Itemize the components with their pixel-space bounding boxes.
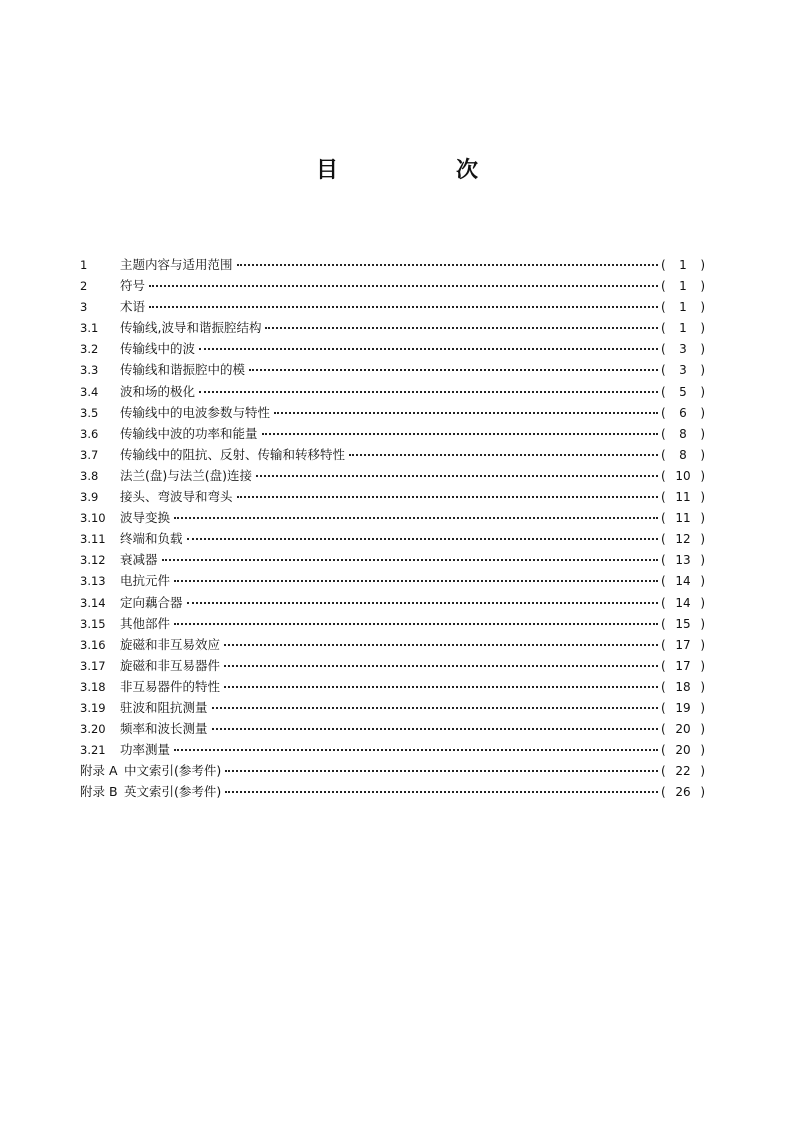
toc-entry-number: 3.18 bbox=[80, 679, 106, 694]
toc-entry-title: 符号 bbox=[120, 278, 146, 294]
toc-entry-page-ref bbox=[661, 614, 705, 635]
open-paren: ( bbox=[661, 574, 666, 589]
close-paren: ) bbox=[700, 722, 705, 737]
dot-leader bbox=[262, 432, 658, 435]
toc-entry-page-number: 8 bbox=[679, 426, 687, 441]
dot-leader bbox=[212, 706, 658, 709]
toc-entry-page-ref bbox=[661, 276, 705, 297]
toc-entry-title: 旋磁和非互易器件 bbox=[120, 657, 221, 673]
open-paren: ( bbox=[661, 258, 666, 272]
toc-entry-page-ref bbox=[661, 698, 705, 719]
toc-entry-number: 3.6 bbox=[80, 426, 99, 441]
toc-entry-title: 旋磁和非互易效应 bbox=[120, 636, 221, 652]
toc-entry-page-ref bbox=[661, 677, 705, 698]
close-paren: ) bbox=[700, 468, 705, 483]
toc-entry-number: 3.21 bbox=[80, 743, 106, 758]
toc-entry-title: 法兰(盘)与法兰(盘)连接 bbox=[120, 467, 253, 483]
toc-entry-number: 附录 A bbox=[80, 763, 118, 779]
dot-leader bbox=[225, 790, 658, 793]
dot-leader bbox=[256, 474, 658, 477]
toc-entry-title: 定向藕合器 bbox=[120, 594, 183, 610]
table-of-contents bbox=[80, 254, 705, 802]
toc-entry-title: 非互易器件的特性 bbox=[120, 678, 221, 694]
toc-entry-page-ref bbox=[661, 424, 705, 445]
open-paren: ( bbox=[661, 658, 666, 673]
open-paren: ( bbox=[661, 321, 666, 336]
open-paren: ( bbox=[661, 553, 666, 568]
toc-entry-page-number: 3 bbox=[679, 363, 687, 378]
toc-entry-page-ref bbox=[661, 740, 705, 761]
open-paren: ( bbox=[661, 447, 666, 462]
close-paren: ) bbox=[700, 342, 705, 357]
close-paren: ) bbox=[700, 384, 705, 399]
toc-entry-page-ref bbox=[661, 719, 705, 740]
toc-entry-page-ref bbox=[661, 635, 705, 656]
toc-entry-page-ref bbox=[661, 297, 705, 318]
open-paren: ( bbox=[661, 363, 666, 378]
toc-entry[interactable] bbox=[80, 655, 705, 676]
close-paren: ) bbox=[700, 532, 705, 547]
toc-entry[interactable] bbox=[80, 634, 705, 655]
toc-entry-page-number: 5 bbox=[679, 384, 687, 399]
dot-leader bbox=[237, 263, 658, 266]
toc-entry-title: 衰减器 bbox=[120, 552, 158, 568]
toc-entry-page-number: 15 bbox=[675, 616, 691, 631]
dot-leader bbox=[237, 495, 658, 498]
open-paren: ( bbox=[661, 426, 666, 441]
toc-entry-title: 驻波和阻抗测量 bbox=[120, 699, 208, 715]
open-paren: ( bbox=[661, 743, 666, 758]
toc-entry-page-number: 1 bbox=[679, 258, 687, 272]
toc-entry-number: 2 bbox=[80, 279, 88, 294]
toc-entry-page-ref bbox=[661, 466, 705, 487]
toc-entry-number: 3.17 bbox=[80, 658, 106, 673]
toc-entry-title: 传输线中的波 bbox=[120, 341, 196, 357]
toc-entry-page-number: 3 bbox=[679, 342, 687, 357]
dot-leader bbox=[199, 347, 658, 350]
toc-entry-page-ref bbox=[661, 255, 705, 276]
toc-entry[interactable] bbox=[80, 296, 705, 317]
toc-entry-page-ref bbox=[661, 782, 705, 803]
close-paren: ) bbox=[700, 490, 705, 505]
toc-entry[interactable] bbox=[80, 760, 705, 781]
close-paren: ) bbox=[700, 447, 705, 462]
toc-entry[interactable] bbox=[80, 402, 705, 423]
toc-entry-page-number: 8 bbox=[679, 447, 687, 462]
toc-entry-number: 3.15 bbox=[80, 616, 106, 631]
close-paren: ) bbox=[700, 679, 705, 694]
close-paren: ) bbox=[700, 300, 705, 315]
dot-leader bbox=[174, 622, 658, 625]
open-paren: ( bbox=[661, 722, 666, 737]
toc-entry[interactable] bbox=[80, 486, 705, 507]
toc-entry-page-ref bbox=[661, 761, 705, 782]
toc-entry-number: 3.14 bbox=[80, 595, 106, 610]
toc-entry-page-number: 6 bbox=[679, 405, 687, 420]
toc-entry-page-ref bbox=[661, 339, 705, 360]
toc-entry-page-number: 1 bbox=[679, 321, 687, 336]
toc-entry-number: 3.5 bbox=[80, 405, 99, 420]
dot-leader bbox=[265, 326, 658, 329]
toc-entry[interactable] bbox=[80, 275, 705, 296]
dot-leader bbox=[187, 601, 658, 604]
toc-entry-number: 1 bbox=[80, 258, 88, 272]
close-paren: ) bbox=[700, 616, 705, 631]
close-paren: ) bbox=[700, 426, 705, 441]
toc-entry-title: 终端和负载 bbox=[120, 531, 183, 547]
toc-entry-page-number: 13 bbox=[675, 553, 691, 568]
toc-entry-title: 主题内容与适用范围 bbox=[120, 257, 233, 272]
toc-entry[interactable] bbox=[80, 528, 705, 549]
toc-entry-page-number: 26 bbox=[675, 785, 691, 800]
open-paren: ( bbox=[661, 511, 666, 526]
toc-entry[interactable] bbox=[80, 570, 705, 591]
toc-entry-title: 传输线和谐振腔中的模 bbox=[120, 362, 246, 378]
toc-entry-number: 3.10 bbox=[80, 511, 106, 526]
toc-entry-page-number: 17 bbox=[675, 658, 691, 673]
open-paren: ( bbox=[661, 384, 666, 399]
close-paren: ) bbox=[700, 764, 705, 779]
toc-entry-number: 3.13 bbox=[80, 574, 106, 589]
toc-entry-page-number: 11 bbox=[675, 490, 691, 505]
toc-entry-page-number: 10 bbox=[675, 468, 691, 483]
toc-entry-page-number: 14 bbox=[675, 595, 691, 610]
toc-entry-number: 3.20 bbox=[80, 722, 106, 737]
open-paren: ( bbox=[661, 342, 666, 357]
toc-entry-number: 3.1 bbox=[80, 321, 99, 336]
toc-entry-page-number: 20 bbox=[675, 743, 691, 758]
toc-entry-title: 英文索引(参考件) bbox=[124, 784, 222, 800]
toc-entry[interactable] bbox=[80, 718, 705, 739]
toc-entry-page-number: 20 bbox=[675, 722, 691, 737]
toc-entry-title: 传输线,波导和谐振腔结构 bbox=[120, 320, 262, 336]
close-paren: ) bbox=[700, 553, 705, 568]
dot-leader bbox=[174, 516, 658, 519]
toc-entry-title: 电抗元件 bbox=[120, 573, 171, 589]
toc-entry-page-ref bbox=[661, 318, 705, 339]
toc-entry[interactable] bbox=[80, 254, 705, 275]
toc-entry-title: 传输线中的阻抗、反射、传输和转移特性 bbox=[120, 446, 346, 462]
toc-entry-title: 频率和波长测量 bbox=[120, 721, 208, 737]
toc-entry-title: 接头、弯波导和弯头 bbox=[120, 489, 233, 505]
toc-entry-number: 3.3 bbox=[80, 363, 99, 378]
toc-entry-title: 功率测量 bbox=[120, 742, 171, 758]
open-paren: ( bbox=[661, 764, 666, 779]
open-paren: ( bbox=[661, 700, 666, 715]
toc-entry-page-ref bbox=[661, 445, 705, 466]
toc-entry[interactable] bbox=[80, 739, 705, 760]
toc-entry-page-number: 11 bbox=[675, 511, 691, 526]
toc-entry-number: 3.16 bbox=[80, 637, 106, 652]
close-paren: ) bbox=[700, 658, 705, 673]
dot-leader bbox=[225, 769, 658, 772]
toc-entry[interactable] bbox=[80, 697, 705, 718]
toc-entry-page-number: 1 bbox=[679, 279, 687, 294]
close-paren: ) bbox=[700, 279, 705, 294]
toc-entry-page-ref bbox=[661, 529, 705, 550]
close-paren: ) bbox=[700, 574, 705, 589]
toc-entry-page-ref bbox=[661, 382, 705, 403]
open-paren: ( bbox=[661, 595, 666, 610]
toc-entry-title: 中文索引(参考件) bbox=[124, 763, 222, 779]
open-paren: ( bbox=[661, 405, 666, 420]
toc-entry-page-number: 22 bbox=[675, 764, 691, 779]
toc-entry-number: 3.12 bbox=[80, 553, 106, 568]
open-paren: ( bbox=[661, 785, 666, 800]
toc-entry-number: 附录 B bbox=[80, 784, 118, 800]
toc-entry-page-ref bbox=[661, 550, 705, 571]
toc-entry-page-number: 14 bbox=[675, 574, 691, 589]
toc-entry-page-number: 1 bbox=[679, 300, 687, 315]
toc-entry-page-ref bbox=[661, 571, 705, 592]
close-paren: ) bbox=[700, 511, 705, 526]
close-paren: ) bbox=[700, 637, 705, 652]
dot-leader bbox=[174, 748, 658, 751]
toc-entry-number: 3.11 bbox=[80, 532, 106, 547]
dot-leader bbox=[349, 453, 658, 456]
close-paren: ) bbox=[700, 743, 705, 758]
open-paren: ( bbox=[661, 490, 666, 505]
dot-leader bbox=[274, 411, 658, 414]
toc-entry[interactable] bbox=[80, 359, 705, 380]
toc-entry-page-number: 17 bbox=[675, 637, 691, 652]
dot-leader bbox=[149, 305, 658, 308]
dot-leader bbox=[149, 284, 658, 287]
toc-entry-page-ref bbox=[661, 403, 705, 424]
open-paren: ( bbox=[661, 300, 666, 315]
toc-entry-page-ref bbox=[661, 360, 705, 381]
toc-entry[interactable] bbox=[80, 507, 705, 528]
toc-entry-title: 其他部件 bbox=[120, 615, 171, 631]
toc-entry[interactable] bbox=[80, 613, 705, 634]
toc-entry-number: 3 bbox=[80, 300, 88, 315]
toc-entry-title: 波和场的极化 bbox=[120, 383, 196, 399]
toc-entry-page-number: 12 bbox=[675, 532, 691, 547]
toc-entry-page-ref bbox=[661, 593, 705, 614]
toc-entry[interactable] bbox=[80, 444, 705, 465]
toc-entry-number: 3.4 bbox=[80, 384, 99, 399]
toc-entry-page-ref bbox=[661, 487, 705, 508]
open-paren: ( bbox=[661, 679, 666, 694]
toc-entry-title: 传输线中波的功率和能量 bbox=[120, 425, 258, 441]
toc-entry-number: 3.8 bbox=[80, 468, 99, 483]
dot-leader bbox=[212, 727, 658, 730]
toc-entry-number: 3.19 bbox=[80, 700, 106, 715]
dot-leader bbox=[224, 685, 658, 688]
toc-entry-title: 传输线中的电波参数与特性 bbox=[120, 404, 271, 420]
toc-entry[interactable] bbox=[80, 381, 705, 402]
dot-leader bbox=[249, 368, 658, 371]
dot-leader bbox=[162, 558, 658, 561]
toc-entry-number: 3.7 bbox=[80, 447, 99, 462]
dot-leader bbox=[174, 579, 658, 582]
toc-entry[interactable] bbox=[80, 338, 705, 359]
open-paren: ( bbox=[661, 637, 666, 652]
toc-entry-title: 波导变换 bbox=[120, 510, 171, 526]
toc-entry-page-ref bbox=[661, 656, 705, 677]
toc-entry-title: 术语 bbox=[120, 299, 146, 315]
close-paren: ) bbox=[700, 405, 705, 420]
toc-entry-page-number: 18 bbox=[675, 679, 691, 694]
close-paren: ) bbox=[700, 321, 705, 336]
toc-entry[interactable] bbox=[80, 592, 705, 613]
toc-entry-number: 3.2 bbox=[80, 342, 99, 357]
toc-entry-number: 3.9 bbox=[80, 490, 99, 505]
open-paren: ( bbox=[661, 532, 666, 547]
open-paren: ( bbox=[661, 468, 666, 483]
dot-leader bbox=[224, 643, 658, 646]
toc-entry-page-number: 19 bbox=[675, 700, 691, 715]
close-paren: ) bbox=[700, 700, 705, 715]
close-paren: ) bbox=[700, 785, 705, 800]
page-title: 目 次 bbox=[315, 158, 526, 183]
dot-leader bbox=[187, 537, 658, 540]
open-paren: ( bbox=[661, 279, 666, 294]
toc-entry[interactable] bbox=[80, 317, 705, 338]
dot-leader bbox=[199, 390, 658, 393]
toc-entry[interactable] bbox=[80, 549, 705, 570]
open-paren: ( bbox=[661, 616, 666, 631]
close-paren: ) bbox=[700, 595, 705, 610]
close-paren: ) bbox=[700, 258, 705, 272]
dot-leader bbox=[224, 664, 658, 667]
toc-entry[interactable] bbox=[80, 465, 705, 486]
toc-entry-page-ref bbox=[661, 508, 705, 529]
close-paren: ) bbox=[700, 363, 705, 378]
toc-entry[interactable] bbox=[80, 676, 705, 697]
toc-entry[interactable] bbox=[80, 423, 705, 444]
toc-entry[interactable] bbox=[80, 781, 705, 802]
